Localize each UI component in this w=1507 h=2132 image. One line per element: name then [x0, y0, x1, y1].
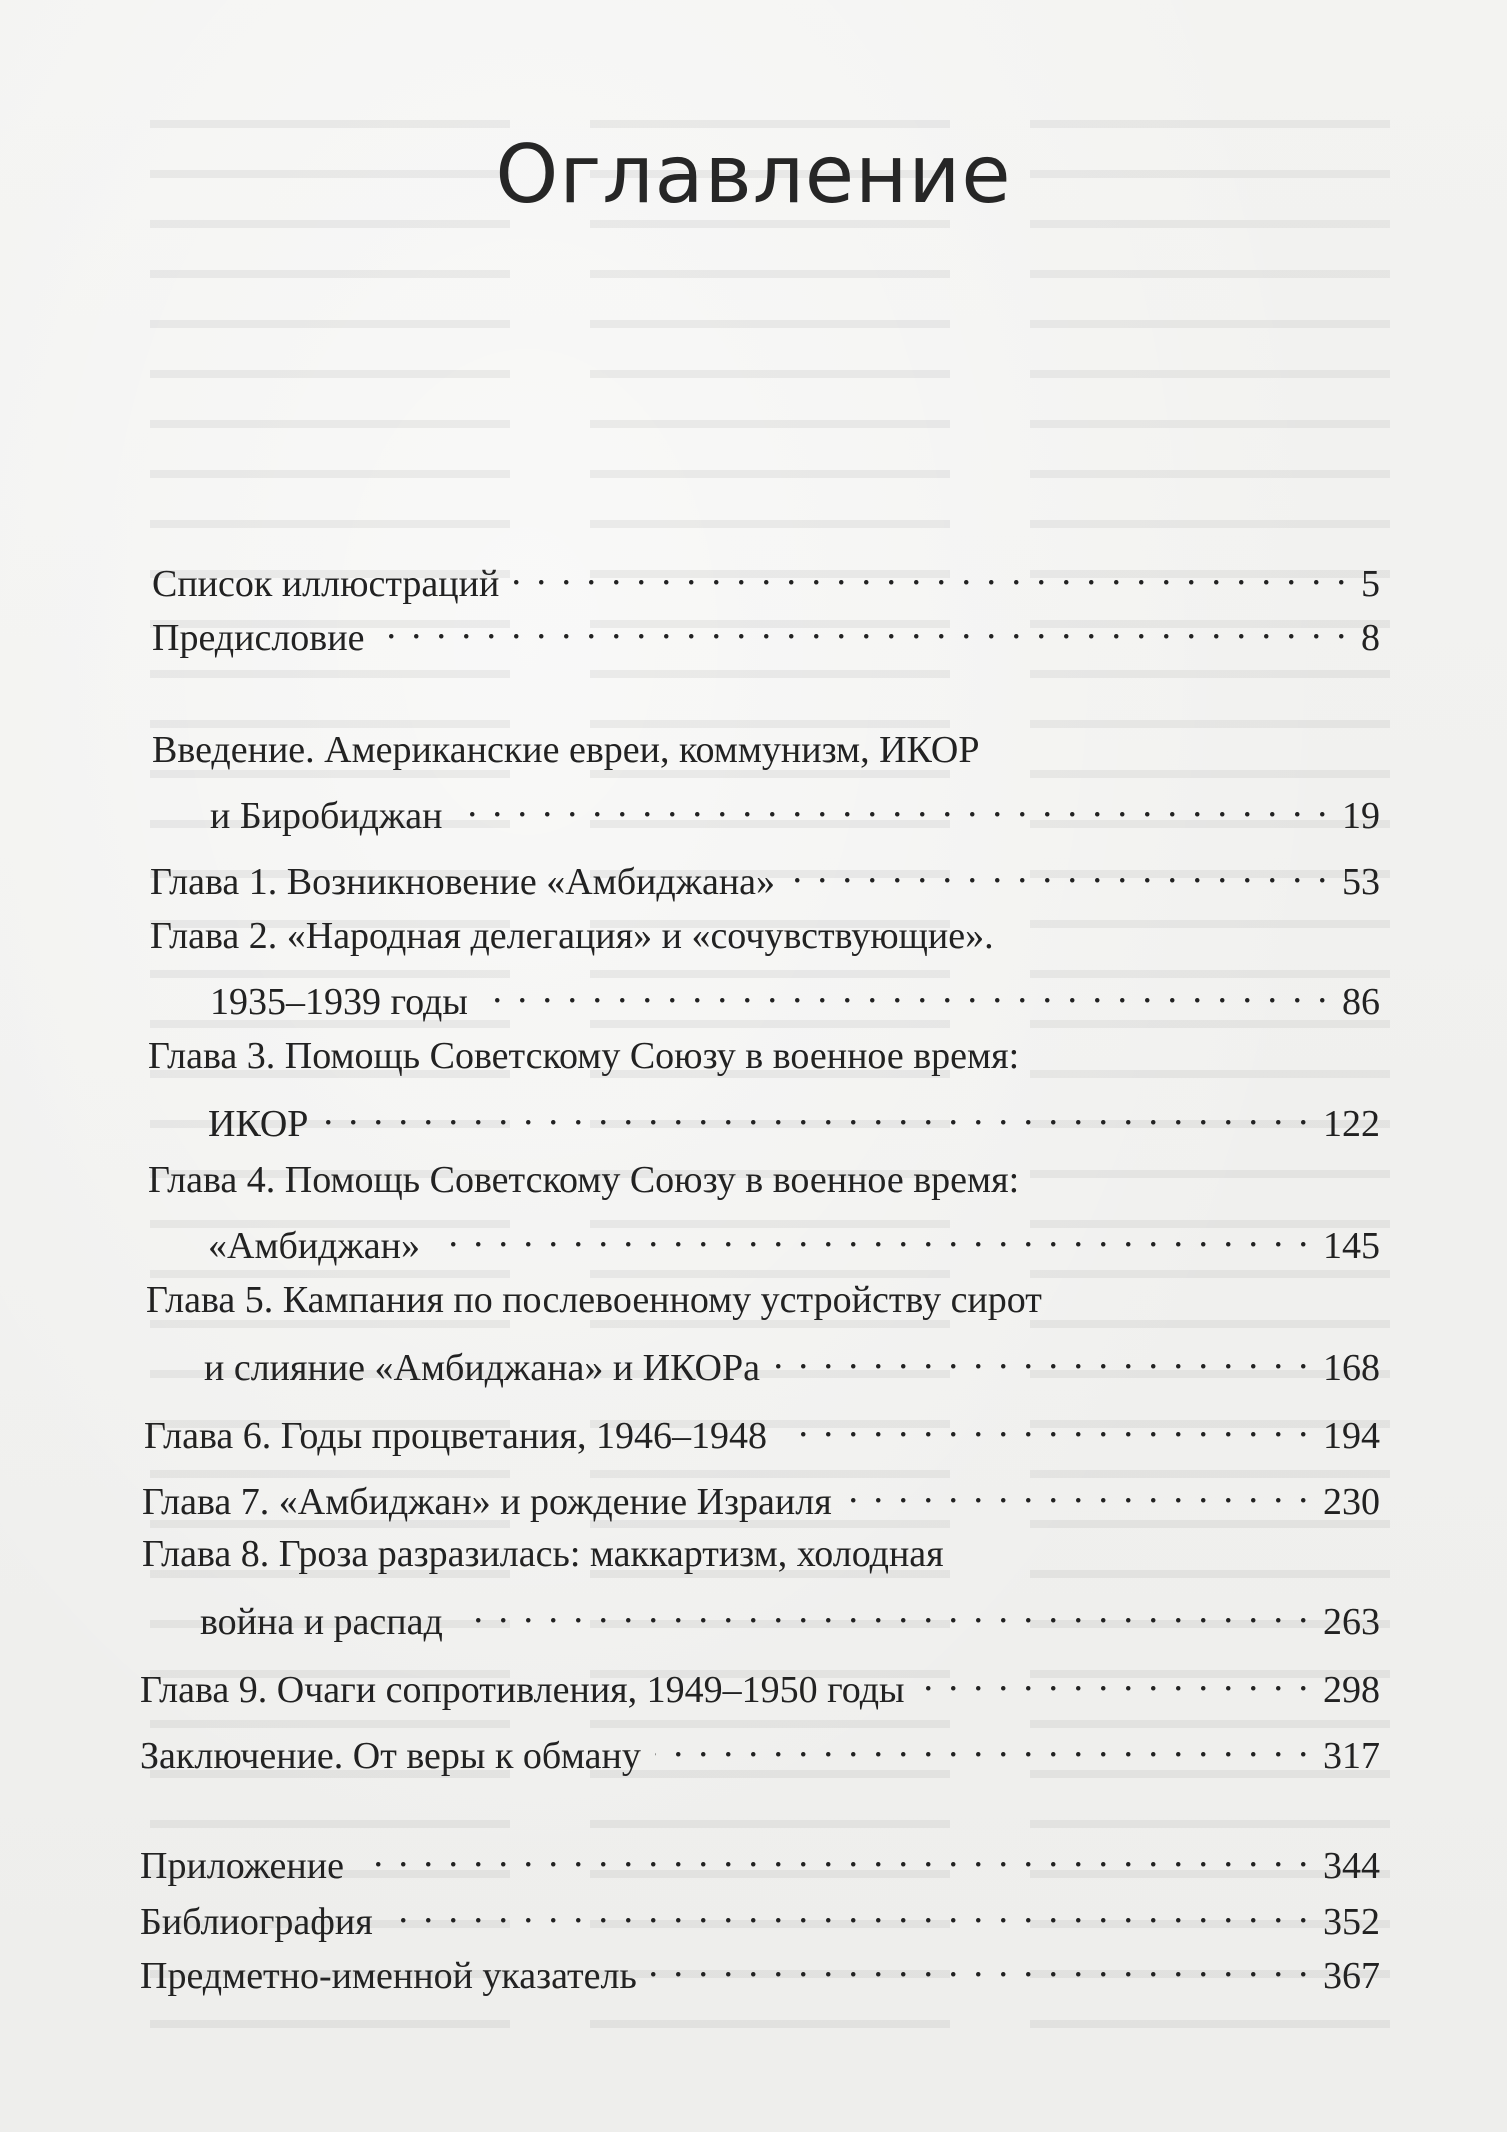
- toc-entry-title: «Амбиджан»: [208, 1225, 420, 1267]
- toc-page-number: 352: [1323, 1901, 1380, 1943]
- toc-entry-title: Предметно-именной указатель: [140, 1955, 637, 1997]
- toc-page-number: 263: [1323, 1601, 1380, 1643]
- toc-entry-title: 1935–1939 годы: [210, 981, 468, 1023]
- toc-entry-title: Глава 1. Возникновение «Амбиджана»: [150, 861, 776, 903]
- toc-entry: [140, 1886, 1380, 1943]
- toc-entry: [210, 780, 1380, 837]
- toc-entry: [140, 1830, 1380, 1887]
- toc-leader-dots: [378, 602, 1349, 650]
- toc-entry-first-line: Глава 8. Гроза разразилась: маккартизм, холодная: [142, 1533, 944, 1575]
- toc-page-number: 122: [1323, 1103, 1380, 1145]
- toc-leader-dots: [774, 1332, 1311, 1380]
- toc-entry-first-line: Глава 5. Кампания по послевоенному устройству сирот: [146, 1279, 1042, 1321]
- toc-leader-dots: [434, 1210, 1311, 1258]
- toc-entry-first-line: Глава 4. Помощь Советскому Союзу в военное время:: [148, 1159, 1020, 1201]
- toc-entry: [152, 602, 1380, 659]
- toc-leader-dots: [322, 1088, 1311, 1136]
- toc-entry: [144, 1400, 1380, 1457]
- toc-page-number: 367: [1323, 1955, 1380, 1997]
- toc-leader-dots: [651, 1940, 1311, 1988]
- toc-entry-first-line: Введение. Американские евреи, коммунизм, ИКОР: [152, 729, 980, 771]
- toc-entry-title: Заключение. От веры к обману: [140, 1735, 641, 1777]
- toc-entry: [208, 1088, 1380, 1145]
- toc-entry-first-line: Глава 2. «Народная делегация» и «сочувствующие».: [150, 915, 994, 957]
- toc-entry-title: и Биробиджан: [210, 795, 443, 837]
- toc-entry: [142, 1466, 1380, 1523]
- toc-page-number: 86: [1342, 981, 1380, 1023]
- page-title: Оглавление: [495, 128, 1012, 221]
- toc-leader-dots: [358, 1830, 1311, 1878]
- toc-entry: [204, 1332, 1380, 1389]
- toc-leader-dots: [513, 548, 1349, 596]
- toc-leader-dots: [456, 780, 1330, 828]
- toc-entry-title: Предисловие: [152, 617, 365, 659]
- toc-leader-dots: [457, 1586, 1311, 1634]
- toc-entry-title: Библиография: [140, 1901, 373, 1943]
- toc-page-number: 194: [1323, 1415, 1380, 1457]
- toc-entry: [140, 1720, 1380, 1777]
- toc-leader-dots: [387, 1886, 1311, 1934]
- toc-entry: [200, 1586, 1380, 1643]
- toc-page-number: 145: [1323, 1225, 1380, 1267]
- toc-leader-dots: [655, 1720, 1311, 1768]
- toc-page-number: 298: [1323, 1669, 1380, 1711]
- toc-entry: [152, 548, 1380, 605]
- toc-leader-dots: [482, 966, 1330, 1014]
- toc-page-number: 53: [1342, 861, 1380, 903]
- toc-page-number: 168: [1323, 1347, 1380, 1389]
- toc-entry: [140, 1654, 1380, 1711]
- toc-page-number: 317: [1323, 1735, 1380, 1777]
- toc-page-number: 344: [1323, 1845, 1380, 1887]
- toc-page-number: 230: [1323, 1481, 1380, 1523]
- toc-entry-title: Приложение: [140, 1845, 344, 1887]
- toc-page-number: 19: [1342, 795, 1380, 837]
- toc-entry-title: Глава 7. «Амбиджан» и рождение Израиля: [142, 1481, 832, 1523]
- toc-leader-dots: [846, 1466, 1311, 1514]
- toc-entry-title: и слияние «Амбиджана» и ИКОРа: [204, 1347, 760, 1389]
- toc-leader-dots: [789, 846, 1330, 894]
- toc-leader-dots: [781, 1400, 1311, 1448]
- toc-entry: [150, 846, 1380, 903]
- toc-entry: [210, 966, 1380, 1023]
- toc-page-number: 5: [1361, 563, 1380, 605]
- toc-entry-title: ИКОР: [208, 1103, 309, 1145]
- toc-entry-title: война и распад: [200, 1601, 443, 1643]
- toc-entry: [140, 1940, 1380, 1997]
- toc-entry-title: Глава 9. Очаги сопротивления, 1949–1950 годы: [140, 1669, 905, 1711]
- toc-entry: [208, 1210, 1380, 1267]
- toc-leader-dots: [919, 1654, 1311, 1702]
- toc-entry-title: Список иллюстраций: [152, 563, 500, 605]
- toc-entry-first-line: Глава 3. Помощь Советскому Союзу в военное время:: [148, 1035, 1020, 1077]
- toc-page-number: 8: [1361, 617, 1380, 659]
- toc-entry-title: Глава 6. Годы процветания, 1946–1948: [144, 1415, 767, 1457]
